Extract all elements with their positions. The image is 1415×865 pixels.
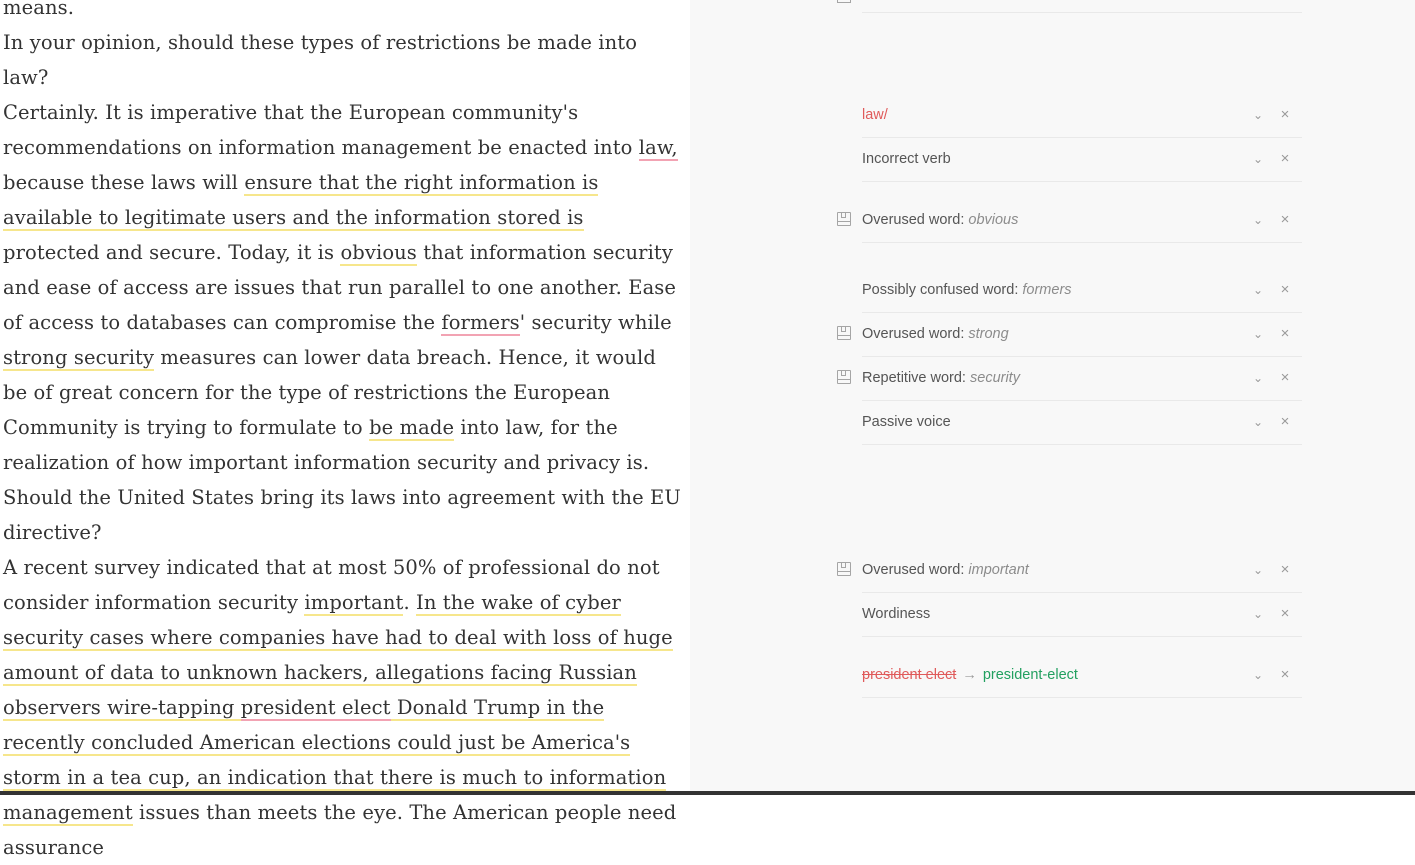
chevron-down-icon[interactable]: ⌄ xyxy=(1252,108,1264,122)
editor-text[interactable] xyxy=(3,0,683,865)
highlight-wordiness-3[interactable]: Donald Trump in the recently concluded American elections could just be America's storm in a tea cup, an indication that there is much to information management xyxy=(3,696,667,824)
add-to-dictionary-icon[interactable] xyxy=(837,326,851,340)
chevron-down-icon[interactable]: ⌄ xyxy=(1252,668,1264,682)
suggestion-card-overused-important[interactable] xyxy=(862,548,1302,593)
chevron-down-icon[interactable]: ⌄ xyxy=(1252,607,1264,621)
suggestion-card-wordiness[interactable] xyxy=(862,592,1302,637)
highlight-law[interactable]: law, xyxy=(638,136,678,159)
highlight-obvious[interactable]: obvious xyxy=(340,241,417,264)
error-text: law/ xyxy=(862,107,888,123)
suggestion-label: Incorrect verb xyxy=(862,151,951,167)
add-to-dictionary-icon[interactable] xyxy=(837,370,851,384)
suggestion-label: Repetitive word: xyxy=(862,370,966,386)
highlight-important[interactable]: important xyxy=(304,591,404,614)
chevron-down-icon[interactable]: ⌄ xyxy=(1252,283,1264,297)
suggestion-card-incorrect-verb[interactable] xyxy=(862,137,1302,182)
highlight-strong-security[interactable]: strong security xyxy=(3,346,155,369)
paragraph-text: protected and secure. Today, it is xyxy=(3,241,341,264)
chevron-down-icon[interactable]: ⌄ xyxy=(1252,371,1264,385)
replacement-text[interactable]: president-elect xyxy=(982,667,1078,683)
paragraph-text: issues than meets the eye. The American people need assurance xyxy=(3,801,677,859)
original-text: president elect xyxy=(862,667,957,683)
paragraph-text: means. xyxy=(3,0,75,19)
paragraph[interactable] xyxy=(3,0,683,25)
suggestion-detail: strong xyxy=(968,326,1009,342)
close-icon[interactable]: × xyxy=(1280,369,1290,386)
paragraph[interactable] xyxy=(3,95,683,480)
suggestion-detail: security xyxy=(970,370,1020,386)
chevron-down-icon[interactable]: ⌄ xyxy=(1252,415,1264,429)
status-bar xyxy=(0,791,1415,795)
suggestion-card-law[interactable] xyxy=(862,93,1302,138)
suggestion-label: Passive voice xyxy=(862,414,951,430)
suggestion-label: Wordiness xyxy=(862,606,931,622)
suggestion-detail: important xyxy=(968,562,1029,578)
suggestion-label: Overused word: xyxy=(862,326,965,342)
suggestion-label: Overused word: xyxy=(862,562,965,578)
close-icon[interactable]: × xyxy=(1280,281,1290,298)
paragraph-text: because these laws will xyxy=(3,171,245,194)
suggestion-label: Possibly confused word: xyxy=(862,282,1019,298)
close-icon[interactable]: × xyxy=(1280,211,1290,228)
suggestion-card-president-elect[interactable] xyxy=(862,653,1302,698)
suggestion-label: Overused word: xyxy=(862,212,965,228)
paragraph-text: Should the United States bring its laws into agreement with the EU directive? xyxy=(3,486,681,544)
highlight-formers[interactable]: formers xyxy=(441,311,520,334)
highlight-wordiness-2[interactable]: In the wake of cyber security cases where companies have had to deal with loss of huge amount of data to unknown hackers, allegations facing Russian observers wire-tapping xyxy=(3,591,673,719)
paragraph-text: In your opinion, should these types of restrictions be made into law? xyxy=(3,31,638,89)
paragraph-text: Certainly. It is imperative that the European community's recommendations on information management be enacted into xyxy=(3,101,639,159)
close-icon[interactable]: × xyxy=(1280,561,1290,578)
paragraph-text: ' security while xyxy=(519,311,672,334)
close-icon[interactable]: × xyxy=(1280,413,1290,430)
close-icon[interactable]: × xyxy=(1280,150,1290,167)
arrow-right-icon: → xyxy=(962,667,977,683)
document-editor[interactable] xyxy=(0,0,690,859)
highlight-wordiness[interactable]: ensure that the right information is available to legitimate users and the information stored is xyxy=(3,171,599,229)
paragraph-text: . xyxy=(403,591,417,614)
suggestion-card-repetitive-security[interactable] xyxy=(862,356,1302,401)
chevron-down-icon[interactable]: ⌄ xyxy=(1252,152,1264,166)
add-to-dictionary-icon[interactable] xyxy=(837,212,851,226)
paragraph[interactable] xyxy=(3,480,683,550)
chevron-down-icon[interactable]: ⌄ xyxy=(1252,327,1264,341)
suggestion-card-passive-voice[interactable] xyxy=(862,400,1302,445)
paragraph-text: into law, for the realization of how important information security and privacy is. xyxy=(3,416,650,474)
suggestion-card-overused-obvious[interactable] xyxy=(862,198,1302,243)
chevron-down-icon[interactable]: ⌄ xyxy=(1252,213,1264,227)
add-to-dictionary-icon[interactable] xyxy=(837,562,851,576)
paragraph[interactable] xyxy=(3,550,683,865)
close-icon[interactable]: × xyxy=(1280,666,1290,683)
suggestion-detail: formers xyxy=(1022,282,1072,298)
highlight-be-made[interactable]: be made xyxy=(369,416,455,439)
divider xyxy=(862,12,1302,13)
close-icon[interactable]: × xyxy=(1280,106,1290,123)
suggestion-detail: obvious xyxy=(968,212,1019,228)
paragraph[interactable] xyxy=(3,25,683,95)
suggestions-sidebar xyxy=(690,0,1415,795)
suggestion-card-overused-strong[interactable] xyxy=(862,312,1302,357)
close-icon[interactable]: × xyxy=(1280,605,1290,622)
suggestion-card-confused-formers[interactable] xyxy=(862,268,1302,313)
highlight-president-elect[interactable]: president elect xyxy=(240,696,391,719)
chevron-down-icon[interactable]: ⌄ xyxy=(1252,563,1264,577)
close-icon[interactable]: × xyxy=(1280,325,1290,342)
add-to-dictionary-icon[interactable] xyxy=(837,0,851,3)
paragraph-text: that information security and ease of access are issues that run parallel to one another. Ease of access to databases can compromise the xyxy=(3,241,677,334)
paragraph-text: measures can lower data breach. Hence, it would be of great concern for the type of restrictions the European Community is trying to formulate to xyxy=(3,346,656,439)
paragraph-text: A recent survey indicated that at most 50% of professional do not consider information security xyxy=(3,556,660,614)
